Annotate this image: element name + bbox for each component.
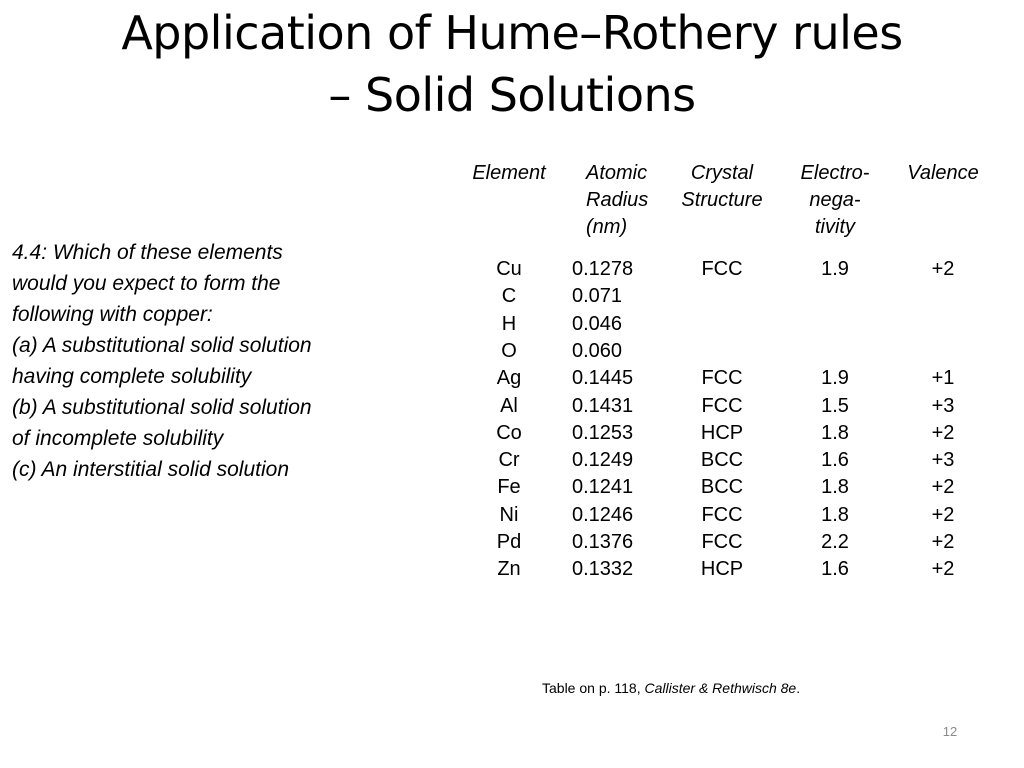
table-cell-element: Pd [496,531,522,553]
table-cell-structure: FCC [701,258,743,280]
table-header-line: Radius [586,189,649,211]
table-header-line: nega- [809,189,861,211]
slide-title [30,2,994,126]
table-cell-element: Al [500,394,518,417]
table-header [893,160,993,187]
table-cell-radius: 0.1249 [572,449,634,472]
table-header-line: Electro- [800,162,870,184]
table-cell-valence: +3 [931,394,955,417]
table-cell-valence: +2 [931,258,955,280]
table-cell-element: Cu [496,258,522,280]
table-cell-radius: 0.046 [572,312,623,335]
table-header-line: Valence [907,162,979,184]
table-header [667,160,777,214]
table-cell-radius: 0.060 [572,339,623,362]
table-cell-valence: +2 [931,421,955,444]
table-cell-electronegativity: 1.6 [821,449,849,472]
table-cell-structure: HCP [700,421,744,444]
table-cell-electronegativity: 1.6 [821,558,849,581]
question-line: of incomplete solubility [12,427,224,450]
table-cell-radius: 0.1278 [572,258,634,280]
table-header-line: Structure [681,189,763,211]
table-cell-element: Cr [498,449,520,472]
table-cell-electronegativity: 1.8 [821,421,849,444]
table-cell-electronegativity: 1.9 [821,258,849,280]
table-cell-radius: 0.1431 [572,394,634,417]
caption-prefix: Table on p. 118, [542,680,645,696]
table-cell-valence: +2 [931,558,955,581]
table-cell-electronegativity: 1.9 [821,367,849,390]
table-cell-valence: +2 [931,476,955,499]
table-cell-structure: HCP [700,558,744,581]
table-header [586,160,648,241]
caption-suffix: . [796,680,801,696]
table-cell-valence: +1 [931,367,955,390]
table-cell-element: Co [496,421,522,444]
table-cell-element: Ag [496,367,522,390]
question-line: following with copper: [12,303,213,326]
slide-title-line-1: Application of Hume–Rothery rules [121,6,903,60]
table-header-line: Crystal [690,162,754,184]
table-header-line: (nm) [586,216,628,238]
table-cell-electronegativity: 1.8 [821,503,849,526]
table-cell-valence: +2 [931,531,955,553]
table-cell-structure: FCC [701,531,743,553]
table-cell-structure: FCC [701,367,743,390]
table-cell-radius: 0.1246 [572,503,634,526]
table-cell-radius: 0.1376 [572,531,634,553]
question-line: having complete solubility [12,365,252,388]
table-cell-radius: 0.1332 [572,558,634,581]
table-header-line: Element [472,162,546,184]
table-cell-radius: 0.1253 [572,421,634,444]
table-header [780,160,890,241]
table-cell-valence: +2 [931,503,955,526]
slide-title-line-2: – Solid Solutions [328,68,696,122]
table-caption [542,680,800,696]
question-line: 4.4: Which of these elements [12,241,283,264]
caption-source: Callister & Rethwisch 8e [644,680,797,696]
table-cell-structure: BCC [700,449,744,472]
question-line: (b) A substitutional solid solution [12,396,312,419]
table-cell-electronegativity: 1.5 [821,394,849,417]
table-cell-radius: 0.1445 [572,367,634,390]
table-cell-radius: 0.1241 [572,476,634,499]
table-cell-structure: BCC [700,476,744,499]
table-cell-element: Ni [499,503,519,526]
table-cell-element: C [501,285,517,308]
table-header [459,160,559,187]
table-header-line: Atomic [586,162,648,184]
table-cell-valence: +3 [931,449,955,472]
question-text [12,237,392,485]
table-header-line: tivity [815,216,855,238]
question-line: would you expect to form the [12,272,281,295]
table-cell-radius: 0.071 [572,285,623,308]
table-cell-element: Zn [497,558,521,581]
table-cell-electronegativity: 2.2 [821,531,849,553]
table-cell-element: H [501,312,517,335]
table-cell-element: O [501,339,517,362]
page-number: 12 [942,724,958,739]
question-line: (a) A substitutional solid solution [12,334,312,357]
table-cell-structure: FCC [701,503,743,526]
table-cell-structure: FCC [701,394,743,417]
table-cell-element: Fe [497,476,521,499]
table-cell-electronegativity: 1.8 [821,476,849,499]
question-line: (c) An interstitial solid solution [12,458,289,481]
